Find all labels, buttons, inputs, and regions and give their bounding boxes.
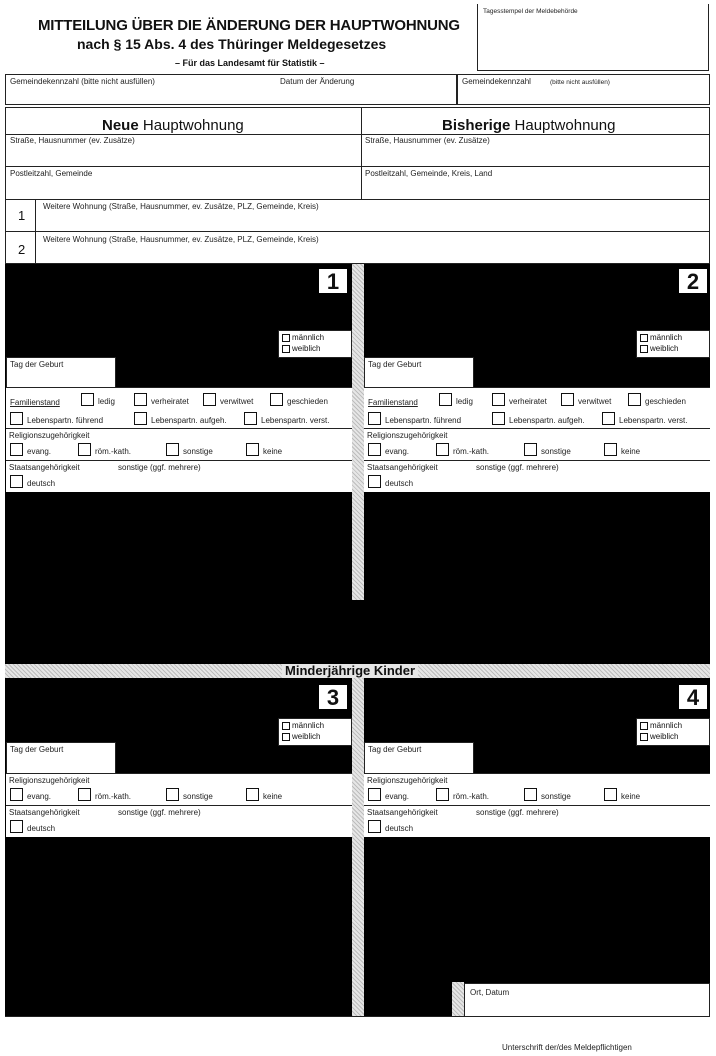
datum-field[interactable]: [272, 74, 457, 105]
person-2-lp-aufgeh-checkbox[interactable]: [492, 412, 505, 425]
staat-sonst-label: sonstige (ggf. mehrere): [476, 808, 559, 817]
person-1-gender: [278, 330, 352, 358]
ort-datum-label: Ort, Datum: [470, 988, 510, 997]
gemeinde-right-label: Gemeindekennzahl: [462, 77, 531, 86]
person-1-geburt-field[interactable]: [6, 357, 116, 389]
neue-title-rest: Hauptwohnung: [138, 117, 244, 134]
person-1-deutsch-checkbox[interactable]: [10, 475, 23, 488]
person-2-geschieden-checkbox[interactable]: [628, 393, 641, 406]
deutsch-label: deutsch: [27, 479, 56, 488]
lp-verst-label: Lebenspartn. verst.: [619, 416, 688, 425]
lp-aufgeh-label: Lebenspartn. aufgeh.: [151, 416, 227, 425]
person-4-evang-checkbox[interactable]: [368, 788, 381, 801]
person-1-lp-verst-checkbox[interactable]: [244, 412, 257, 425]
maennlich-label: männlich: [650, 721, 683, 730]
person-3-gender: [278, 718, 352, 746]
maennlich-label: männlich: [650, 333, 683, 342]
person-4-keine-checkbox[interactable]: [604, 788, 617, 801]
person-1-roem-checkbox[interactable]: [78, 443, 91, 456]
ort-datum-field[interactable]: [464, 983, 710, 1017]
person-4-staat: [364, 805, 710, 837]
staat-sonst-label: sonstige (ggf. mehrere): [476, 463, 559, 472]
roem-label: röm.-kath.: [453, 792, 490, 801]
weitere-2-row[interactable]: [5, 231, 710, 264]
form-subtitle: – Für das Landesamt für Statistik –: [175, 58, 325, 68]
weitere-1-num: 1: [18, 208, 26, 223]
weitere-1-row[interactable]: [5, 199, 710, 231]
bisherige-plz-field[interactable]: [362, 167, 709, 198]
person-3-keine-checkbox[interactable]: [246, 788, 259, 801]
person-4-maennlich-checkbox[interactable]: [640, 722, 648, 730]
person-2-maennlich-checkbox[interactable]: [640, 334, 648, 342]
sonstige-label: sonstige: [183, 792, 213, 801]
person-4-deutsch-checkbox[interactable]: [368, 820, 381, 833]
neue-title-bold: Neue: [102, 117, 139, 134]
geburt-label: Tag der Geburt: [368, 745, 422, 754]
person-1-maennlich-checkbox[interactable]: [282, 334, 290, 342]
weitere-1-label: Weitere Wohnung (Straße, Hausnummer, ev. Zusätze, PLZ, Gemeinde, Kreis): [43, 202, 319, 211]
person-2-lp-verst-checkbox[interactable]: [602, 412, 615, 425]
person-2-sonstige-checkbox[interactable]: [524, 443, 537, 456]
kinder-title: Minderjährige Kinder: [282, 664, 418, 678]
familienstand-label: Familienstand: [368, 398, 418, 407]
person-4-geburt-field[interactable]: [364, 742, 474, 774]
person-2-gender: [636, 330, 710, 358]
ledig-label: ledig: [456, 397, 473, 406]
person-2-deutsch-checkbox[interactable]: [368, 475, 381, 488]
familienstand-label: Familienstand: [10, 398, 60, 407]
person-1-lp-fuehrend-checkbox[interactable]: [10, 412, 23, 425]
religion-label: Religionszugehörigkeit: [367, 776, 448, 785]
person-4-number: 4: [678, 684, 708, 710]
verwitwet-label: verwitwet: [220, 397, 254, 406]
person-2-roem-checkbox[interactable]: [436, 443, 449, 456]
person-1-geschieden-checkbox[interactable]: [270, 393, 283, 406]
verwitwet-label: verwitwet: [578, 397, 612, 406]
person-4-gender: [636, 718, 710, 746]
person-3-number: 3: [318, 684, 348, 710]
person-2-familienstand: [364, 387, 710, 428]
keine-label: keine: [263, 447, 283, 456]
keine-label: keine: [621, 792, 641, 801]
neue-plz-field[interactable]: [6, 167, 360, 198]
sonstige-label: sonstige: [183, 447, 213, 456]
person-1-evang-checkbox[interactable]: [10, 443, 23, 456]
unterschrift-label: Unterschrift der/des Meldepflichtigen: [502, 1043, 632, 1052]
sonstige-label: sonstige: [541, 447, 571, 456]
geschieden-label: geschieden: [645, 397, 686, 406]
bisherige-title-rest: Hauptwohnung: [510, 117, 616, 134]
verheiratet-label: verheiratet: [151, 397, 189, 406]
stamp-field[interactable]: [477, 4, 709, 71]
person-2-geburt-field[interactable]: [364, 357, 474, 389]
person-2-evang-checkbox[interactable]: [368, 443, 381, 456]
form-title-1: MITTEILUNG ÜBER DIE ÄNDERUNG DER HAUPTWOHNUNG: [38, 17, 460, 34]
person-1-staat: [6, 460, 352, 492]
weitere-2-num: 2: [18, 242, 26, 257]
lp-fuehrend-label: Lebenspartn. führend: [27, 416, 104, 425]
person-3-religion: [6, 773, 352, 805]
person-2-staat: [364, 460, 710, 492]
keine-label: keine: [263, 792, 283, 801]
deutsch-label: deutsch: [385, 479, 414, 488]
geschieden-label: geschieden: [287, 397, 328, 406]
person-3-geburt-field[interactable]: [6, 742, 116, 774]
lp-verst-label: Lebenspartn. verst.: [261, 416, 330, 425]
staat-label: Staatsangehörigkeit: [9, 808, 80, 817]
deutsch-label: deutsch: [27, 824, 56, 833]
ledig-label: ledig: [98, 397, 115, 406]
maennlich-label: männlich: [292, 333, 325, 342]
person-2-lp-fuehrend-checkbox[interactable]: [368, 412, 381, 425]
religion-label: Religionszugehörigkeit: [9, 431, 90, 440]
evang-label: evang.: [385, 792, 410, 801]
bisherige-strasse-label: Straße, Hausnummer (ev. Zusätze): [365, 136, 490, 145]
person-2-number: 2: [678, 268, 708, 294]
staat-label: Staatsangehörigkeit: [9, 463, 80, 472]
lp-aufgeh-label: Lebenspartn. aufgeh.: [509, 416, 585, 425]
geburt-label: Tag der Geburt: [10, 360, 64, 369]
gemeinde-left-label: Gemeindekennzahl (bitte nicht ausfüllen): [10, 77, 155, 86]
person-1-verwitwet-checkbox[interactable]: [203, 393, 216, 406]
staat-sonst-label: sonstige (ggf. mehrere): [118, 463, 201, 472]
person-1-keine-checkbox[interactable]: [246, 443, 259, 456]
maennlich-label: männlich: [292, 721, 325, 730]
person-1-familienstand: [6, 387, 352, 428]
person-2-verheiratet-checkbox[interactable]: [492, 393, 505, 406]
weiblich-label: weiblich: [292, 732, 321, 741]
person-1-sonstige-checkbox[interactable]: [166, 443, 179, 456]
religion-label: Religionszugehörigkeit: [367, 431, 448, 440]
gemeinde-right-note: (bitte nicht ausfüllen): [550, 79, 610, 86]
neue-strasse-label: Straße, Hausnummer (ev. Zusätze): [10, 136, 135, 145]
bisherige-strasse-field[interactable]: [362, 135, 709, 166]
person-3-sonstige-checkbox[interactable]: [166, 788, 179, 801]
staat-sonst-label: sonstige (ggf. mehrere): [118, 808, 201, 817]
person-1-number: 1: [318, 268, 348, 294]
roem-label: röm.-kath.: [95, 447, 132, 456]
deutsch-label: deutsch: [385, 824, 414, 833]
sonstige-label: sonstige: [541, 792, 571, 801]
person-4-weiblich-checkbox[interactable]: [640, 733, 648, 741]
staat-label: Staatsangehörigkeit: [367, 808, 438, 817]
gemeinde-left-field[interactable]: [5, 74, 273, 105]
person-2-religion: [364, 428, 710, 460]
geburt-label: Tag der Geburt: [10, 745, 64, 754]
evang-label: evang.: [27, 792, 52, 801]
weiblich-label: weiblich: [292, 344, 321, 353]
person-1-weiblich-checkbox[interactable]: [282, 345, 290, 353]
form-title-2: nach § 15 Abs. 4 des Thüringer Meldegesetzes: [77, 36, 387, 52]
person-3-weiblich-checkbox[interactable]: [282, 733, 290, 741]
person-2-ledig-checkbox[interactable]: [439, 393, 452, 406]
bisherige-title: [442, 117, 615, 134]
geburt-label: Tag der Geburt: [368, 360, 422, 369]
bisherige-title-bold: Bisherige: [442, 117, 511, 134]
unterschrift-line[interactable]: [464, 1017, 710, 1039]
person-2-keine-checkbox[interactable]: [604, 443, 617, 456]
stamp-label: Tagesstempel der Meldebehörde: [483, 8, 578, 15]
person-4-sonstige-checkbox[interactable]: [524, 788, 537, 801]
lp-fuehrend-label: Lebenspartn. führend: [385, 416, 462, 425]
religion-label: Religionszugehörigkeit: [9, 776, 90, 785]
person-1-verheiratet-checkbox[interactable]: [134, 393, 147, 406]
weiblich-label: weiblich: [650, 344, 679, 353]
person-4-religion: [364, 773, 710, 805]
person-3-roem-checkbox[interactable]: [78, 788, 91, 801]
staat-label: Staatsangehörigkeit: [367, 463, 438, 472]
neue-title: [102, 117, 244, 134]
person-1-ledig-checkbox[interactable]: [81, 393, 94, 406]
verheiratet-label: verheiratet: [509, 397, 547, 406]
person-3-staat: [6, 805, 352, 837]
person-1-lp-aufgeh-checkbox[interactable]: [134, 412, 147, 425]
roem-label: röm.-kath.: [95, 792, 132, 801]
gemeinde-right-field[interactable]: [457, 74, 710, 105]
person-1-religion: [6, 428, 352, 460]
person-3-maennlich-checkbox[interactable]: [282, 722, 290, 730]
weiblich-label: weiblich: [650, 732, 679, 741]
person-2-weiblich-checkbox[interactable]: [640, 345, 648, 353]
evang-label: evang.: [385, 447, 410, 456]
person-2-verwitwet-checkbox[interactable]: [561, 393, 574, 406]
neue-plz-label: Postleitzahl, Gemeinde: [10, 169, 93, 178]
datum-label: Datum der Änderung: [280, 77, 355, 86]
bisherige-plz-label: Postleitzahl, Gemeinde, Kreis, Land: [365, 169, 493, 178]
roem-label: röm.-kath.: [453, 447, 490, 456]
person-4-roem-checkbox[interactable]: [436, 788, 449, 801]
weitere-2-label: Weitere Wohnung (Straße, Hausnummer, ev. Zusätze, PLZ, Gemeinde, Kreis): [43, 235, 319, 244]
evang-label: evang.: [27, 447, 52, 456]
person-3-deutsch-checkbox[interactable]: [10, 820, 23, 833]
person-3-evang-checkbox[interactable]: [10, 788, 23, 801]
keine-label: keine: [621, 447, 641, 456]
neue-strasse-field[interactable]: [6, 135, 360, 166]
